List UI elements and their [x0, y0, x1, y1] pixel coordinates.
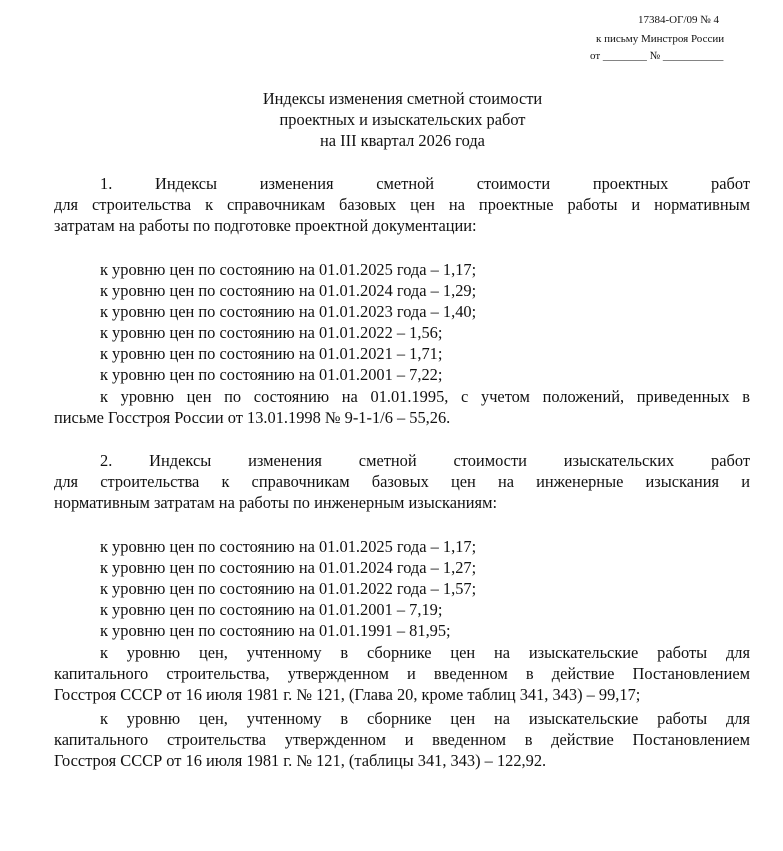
section1-index-item: к уровню цен по состоянию на 01.01.2021 – 1,71;: [100, 344, 443, 363]
section2-intro-line: нормативным затратам на работы по инженерным изысканиям:: [54, 493, 498, 512]
section2-index-item-1981-a: капитального строительства, утвержденном и введенном в действие Постановлением: [54, 664, 750, 683]
document-title-line-3: на III квартал 2026 года: [320, 131, 485, 150]
section2-index-item: к уровню цен по состоянию на 01.01.2024 года – 1,27;: [100, 558, 477, 577]
section2-index-item: к уровню цен по состоянию на 01.01.2025 года – 1,17;: [100, 537, 477, 556]
section2-index-item: к уровню цен по состоянию на 01.01.1991 – 81,95;: [100, 621, 451, 640]
letter-reference: к письму Минстроя России: [596, 33, 725, 45]
section2-index-item: к уровню цен по состоянию на 01.01.2022 года – 1,57;: [100, 579, 477, 598]
section2-index-item-1981-a: к уровню цен, учтенному в сборнике цен на изыскательские работы для: [100, 643, 750, 662]
document-number: 17384-ОГ/09 № 4: [638, 14, 720, 26]
section1-index-item: к уровню цен по состоянию на 01.01.2023 года – 1,40;: [100, 302, 477, 321]
section2-intro-line: 2. Индексы изменения сметной стоимости изыскательских работ: [100, 451, 750, 470]
document-title-line-1: Индексы изменения сметной стоимости: [262, 89, 543, 108]
section2-index-item-1981-b: капитального строительства утвержденном и введенном в действие Постановлением: [54, 730, 750, 749]
section1-intro-line: для строительства к справочникам базовых цен на проектные работы и нормативным: [54, 195, 750, 214]
date-number-line: от ________ № ___________: [590, 50, 724, 62]
section2-index-item: к уровню цен по состоянию на 01.01.2001 – 7,19;: [100, 600, 443, 619]
section1-index-item: к уровню цен по состоянию на 01.01.2025 года – 1,17;: [100, 260, 477, 279]
section1-index-item-1995: письме Госстроя России от 13.01.1998 № 9-1-1/6 – 55,26.: [54, 408, 451, 427]
section2-index-item-1981-a: Госстроя СССР от 16 июля 1981 г. № 121, (Глава 20, кроме таблиц 341, 343) – 99,17;: [54, 685, 641, 704]
section2-intro-line: для строительства к справочникам базовых цен на инженерные изыскания и: [54, 472, 750, 491]
section1-index-item: к уровню цен по состоянию на 01.01.2022 – 1,56;: [100, 323, 443, 342]
section2-index-item-1981-b: Госстроя СССР от 16 июля 1981 г. № 121, (таблицы 341, 343) – 122,92.: [54, 751, 547, 770]
section1-intro-line: затратам на работы по подготовке проектной документации:: [54, 216, 477, 235]
section1-index-item: к уровню цен по состоянию на 01.01.2024 года – 1,29;: [100, 281, 477, 300]
section1-index-item: к уровню цен по состоянию на 01.01.2001 – 7,22;: [100, 365, 443, 384]
section1-index-item-1995: к уровню цен по состоянию на 01.01.1995, с учетом положений, приведенных в: [100, 387, 750, 406]
section2-index-item-1981-b: к уровню цен, учтенному в сборнике цен на изыскательские работы для: [100, 709, 750, 728]
section1-intro-line: 1. Индексы изменения сметной стоимости проектных работ: [100, 174, 750, 193]
document-title-line-2: проектных и изыскательских работ: [279, 110, 526, 129]
